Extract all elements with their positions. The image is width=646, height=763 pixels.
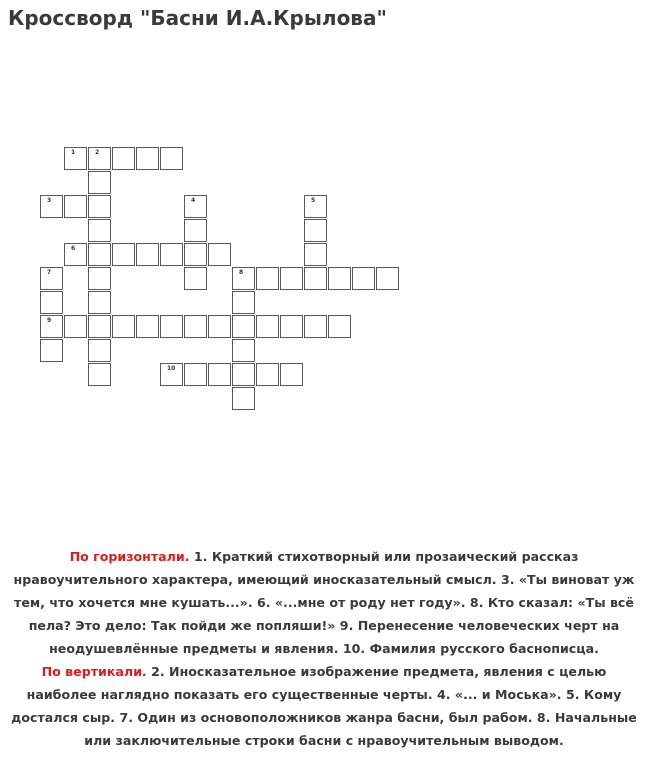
crossword-cell[interactable] bbox=[160, 147, 183, 170]
crossword-cell[interactable] bbox=[376, 267, 399, 290]
crossword-cell[interactable] bbox=[64, 195, 87, 218]
crossword-cell[interactable] bbox=[184, 315, 207, 338]
crossword-cell[interactable] bbox=[184, 363, 207, 386]
clue-number: 9 bbox=[47, 317, 52, 324]
crossword-cell[interactable] bbox=[208, 243, 231, 266]
page-title: Кроссворд "Басни И.А.Крылова" bbox=[8, 6, 387, 30]
crossword-cell[interactable] bbox=[232, 267, 255, 290]
crossword-cell[interactable] bbox=[256, 315, 279, 338]
across-heading: По горизонтали. bbox=[69, 549, 190, 564]
crossword-cell[interactable] bbox=[112, 243, 135, 266]
crossword-cell[interactable] bbox=[232, 291, 255, 314]
crossword-cell[interactable] bbox=[136, 243, 159, 266]
crossword-cell[interactable] bbox=[328, 315, 351, 338]
down-heading: По вертикали. bbox=[41, 664, 147, 679]
clue-number: 3 bbox=[47, 197, 52, 204]
crossword-cell[interactable] bbox=[136, 147, 159, 170]
crossword-cell[interactable] bbox=[352, 267, 375, 290]
crossword-cell[interactable] bbox=[136, 315, 159, 338]
across-clues: 1. Краткий стихотворный или прозаический рассказ нравоучительного характера, имеющий иносказательный смысл. 3. «Ты виноват уж тем, что хочется мне кушать...». 6. «...мне от роду нет году». 8. Кто сказал: «Ты всё пела? Это дело: Так пойди же попляши!» 9. Перенесение человеческих черт на неодушевлённые предметы и явления. 10. Фамилия русского баснописца. bbox=[13, 549, 635, 656]
clue-number: 8 bbox=[239, 269, 244, 276]
crossword-cell[interactable] bbox=[112, 147, 135, 170]
crossword-cell[interactable] bbox=[160, 243, 183, 266]
crossword-cell[interactable] bbox=[304, 267, 327, 290]
crossword-cell[interactable] bbox=[208, 315, 231, 338]
crossword-cell[interactable] bbox=[40, 315, 63, 338]
crossword-cell[interactable] bbox=[40, 267, 63, 290]
crossword-cell[interactable] bbox=[184, 243, 207, 266]
crossword-cell[interactable] bbox=[88, 363, 111, 386]
crossword-cell[interactable] bbox=[184, 195, 207, 218]
crossword-cell[interactable] bbox=[184, 267, 207, 290]
clue-number: 1 bbox=[71, 149, 76, 156]
crossword-cell[interactable] bbox=[88, 219, 111, 242]
crossword-cell[interactable] bbox=[280, 315, 303, 338]
crossword-cell[interactable] bbox=[304, 219, 327, 242]
clue-number: 4 bbox=[191, 197, 196, 204]
crossword-cell[interactable] bbox=[304, 243, 327, 266]
crossword-cell[interactable] bbox=[40, 195, 63, 218]
crossword-cell[interactable] bbox=[88, 339, 111, 362]
crossword-cell[interactable] bbox=[232, 315, 255, 338]
crossword-cell[interactable] bbox=[40, 339, 63, 362]
clue-number: 10 bbox=[167, 365, 176, 372]
crossword-cell[interactable] bbox=[232, 339, 255, 362]
crossword-cell[interactable] bbox=[88, 195, 111, 218]
crossword-cell[interactable] bbox=[64, 147, 87, 170]
crossword-cell[interactable] bbox=[112, 315, 135, 338]
clue-number: 7 bbox=[47, 269, 52, 276]
crossword-cell[interactable] bbox=[232, 363, 255, 386]
crossword-cell[interactable] bbox=[280, 363, 303, 386]
crossword-cell[interactable] bbox=[88, 147, 111, 170]
clue-number: 2 bbox=[95, 149, 100, 156]
crossword-cell[interactable] bbox=[208, 363, 231, 386]
clue-number: 5 bbox=[311, 197, 316, 204]
crossword-cell[interactable] bbox=[256, 363, 279, 386]
crossword-cell[interactable] bbox=[88, 267, 111, 290]
crossword-cell[interactable] bbox=[88, 243, 111, 266]
crossword-cell[interactable] bbox=[232, 387, 255, 410]
crossword-cell[interactable] bbox=[280, 267, 303, 290]
crossword-cell[interactable] bbox=[328, 267, 351, 290]
crossword-cell[interactable] bbox=[160, 315, 183, 338]
crossword-cell[interactable] bbox=[88, 315, 111, 338]
crossword-cell[interactable] bbox=[64, 315, 87, 338]
crossword-cell[interactable] bbox=[304, 195, 327, 218]
down-clues: 2. Иносказательное изображение предмета, явления с целью наиболее наглядно показать его существенные черты. 4. «... и Моська». 5. Кому достался сыр. 7. Один из основоположников жанра басни, был рабом. 8. Начальные или заключительные строки басни с нравоучительным выводом. bbox=[11, 664, 637, 748]
crossword-cell[interactable] bbox=[64, 243, 87, 266]
crossword-cell[interactable] bbox=[88, 291, 111, 314]
crossword-cell[interactable] bbox=[304, 315, 327, 338]
crossword-cell[interactable] bbox=[88, 171, 111, 194]
crossword-cell[interactable] bbox=[40, 291, 63, 314]
crossword-cell[interactable] bbox=[160, 363, 183, 386]
clues-block bbox=[8, 545, 640, 752]
crossword-cell[interactable] bbox=[184, 219, 207, 242]
crossword-cell[interactable] bbox=[256, 267, 279, 290]
clue-number: 6 bbox=[71, 245, 76, 252]
